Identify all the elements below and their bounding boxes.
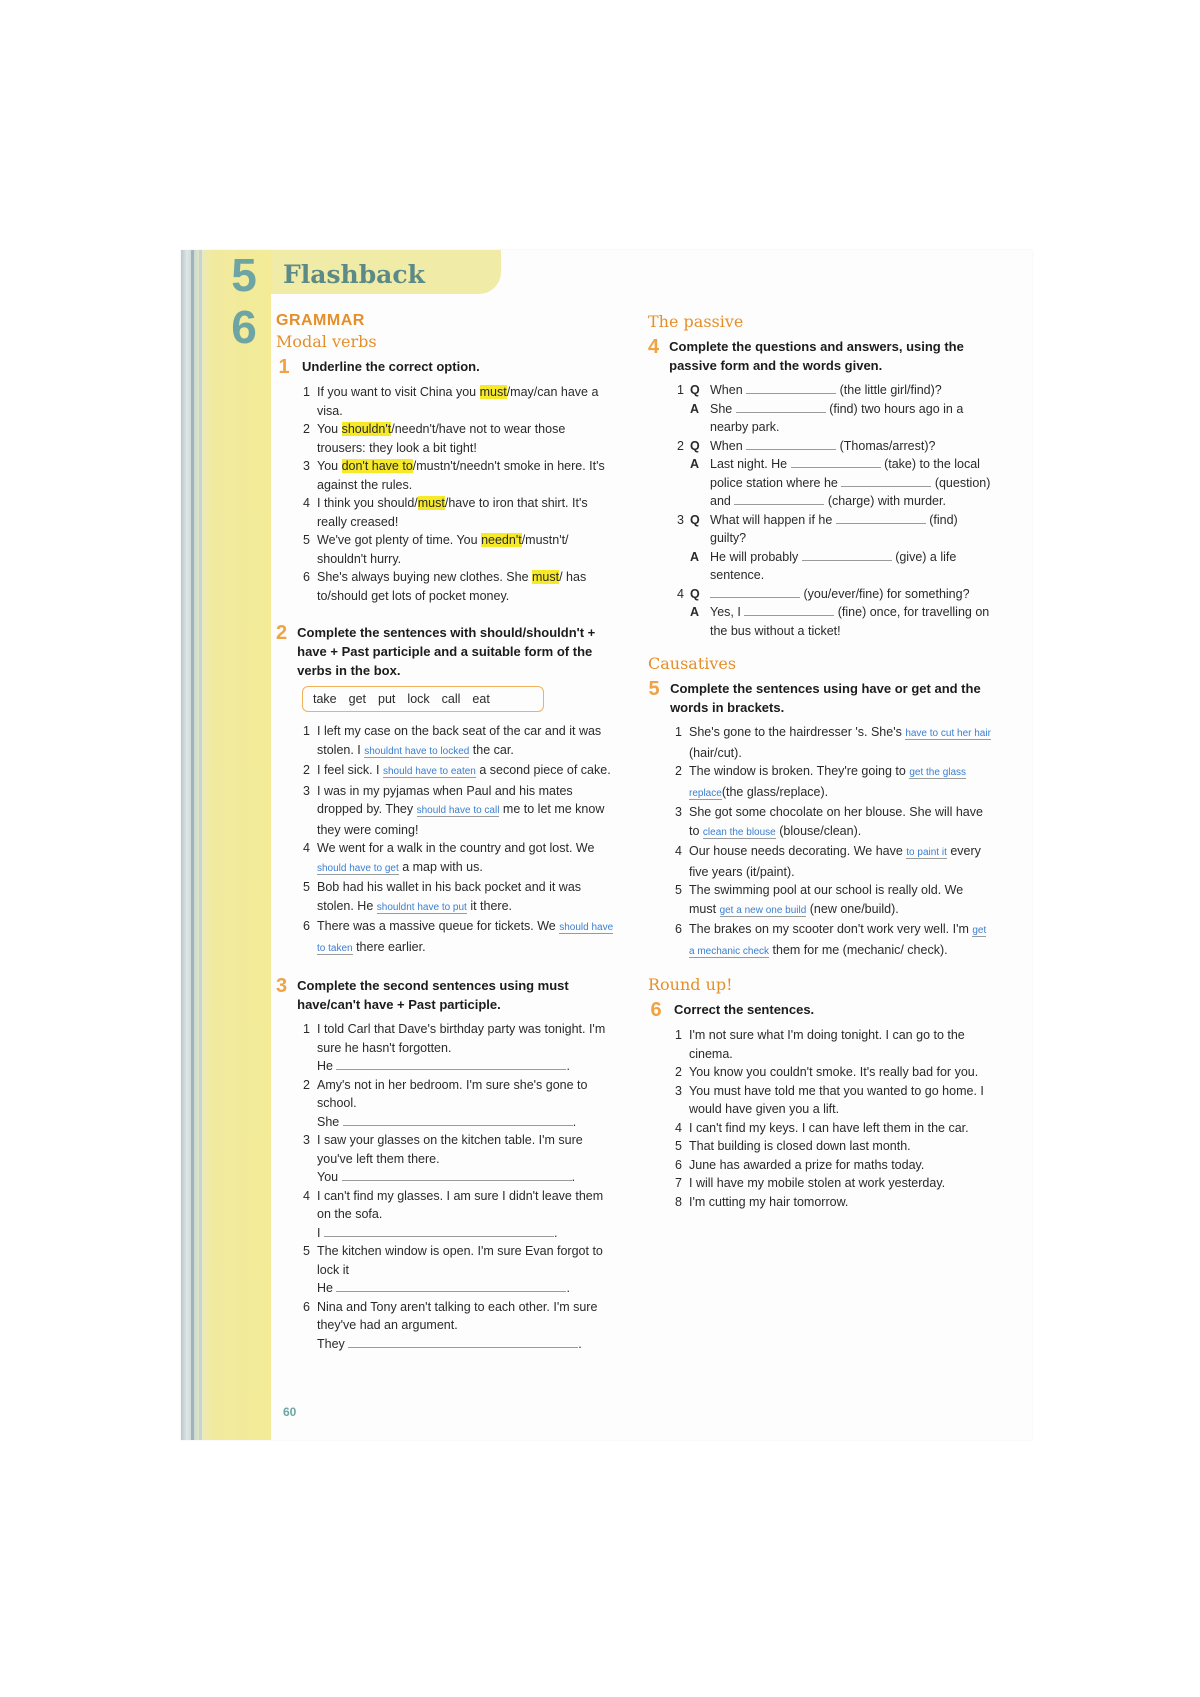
item-number: 4	[303, 496, 310, 510]
item-number: 2	[303, 763, 310, 777]
qa-letter: Q	[690, 586, 700, 601]
list-item	[674, 920, 993, 961]
answer-field[interactable]	[710, 585, 800, 598]
text-segment: every five years (it/paint).	[689, 844, 981, 879]
right-column	[648, 312, 993, 1211]
list-item	[302, 1298, 616, 1354]
exercise-1-items	[276, 383, 616, 605]
qa-letter: Q	[690, 438, 700, 453]
answer-field[interactable]	[746, 381, 836, 394]
item-text	[710, 400, 993, 437]
list-item	[302, 722, 616, 761]
list-item	[302, 839, 616, 878]
item-number	[674, 548, 684, 585]
word-box-item: take	[313, 692, 337, 706]
list-item	[302, 1242, 616, 1298]
spine-stripe	[199, 250, 202, 1440]
item-number: 6	[303, 1299, 310, 1314]
answer-start: I	[317, 1225, 321, 1240]
item-text	[710, 603, 993, 640]
text-segment: He will probably	[710, 549, 802, 564]
word-box-item: call	[441, 692, 461, 706]
item-text	[317, 457, 616, 494]
item-prompt: I saw your glasses on the kitchen table. I'm sure you've left them there.	[317, 1133, 583, 1166]
item-number: 2	[303, 1077, 310, 1092]
item-number: 2	[677, 438, 684, 453]
unit-number: 6	[231, 301, 257, 353]
item-text	[317, 878, 616, 917]
exercise-instruction: Complete the questions and answers, using the passive form and the words given.	[669, 339, 964, 373]
text-segment: /mustn't/needn't smoke in here. It's against the rules.	[317, 459, 605, 492]
qa-line	[674, 381, 993, 400]
page-title: Flashback	[283, 260, 425, 289]
text-segment: We've got plenty of time. You	[317, 533, 482, 547]
qa-line	[674, 455, 993, 511]
item-number: 5	[303, 533, 310, 547]
answer-field[interactable]	[342, 1168, 572, 1181]
text-segment: Our house needs decorating. We have	[689, 844, 907, 858]
text-segment: She	[710, 401, 736, 416]
item-text	[317, 1020, 616, 1076]
highlighted-answer[interactable]: must	[417, 496, 445, 510]
item-number: 2	[675, 764, 682, 778]
text-segment: (fine) once, for travelling on the bus without a ticket!	[710, 605, 990, 638]
answer-start: He	[317, 1281, 333, 1295]
exercise-4-title	[648, 337, 993, 375]
answer-field[interactable]: get a mechanic check	[689, 925, 987, 957]
text-segment: a map with us.	[398, 859, 483, 874]
item-text: I can't find my keys. I can have left them in the car.	[689, 1120, 969, 1135]
answer-start: She	[317, 1114, 340, 1129]
text-segment: me to let me know they were coming!	[317, 802, 605, 837]
answer-field[interactable]: shouldnt have to put	[376, 901, 467, 913]
highlighted-answer[interactable]: shouldn't	[341, 422, 392, 436]
page-number: 60	[283, 1405, 297, 1419]
text-segment: Bob had his wallet in his back pocket and it was stolen. He	[317, 880, 582, 913]
word-box-item: get	[348, 692, 367, 706]
text-segment: /may/can have a visa.	[317, 385, 599, 418]
text-segment: (find) guilty?	[710, 512, 958, 545]
answer-field[interactable]	[836, 511, 926, 524]
answer-start: He	[317, 1059, 333, 1073]
list-item	[674, 1174, 993, 1193]
item-prompt: The kitchen window is open. I'm sure Evan forgot to lock it	[317, 1244, 603, 1277]
item-prompt: Amy's not in her bedroom. I'm sure she's gone to school.	[317, 1077, 588, 1110]
exercise-number: 1	[278, 356, 290, 378]
qa-line	[674, 603, 993, 640]
text-segment: (give) a life sentence.	[710, 549, 957, 582]
list-item	[674, 803, 993, 842]
exercise-5-title	[648, 679, 993, 717]
text-segment: I think you should/	[317, 496, 418, 510]
item-text	[317, 839, 616, 878]
item-text	[317, 1242, 616, 1298]
text-segment: /have to iron that shirt. It's really creased!	[317, 496, 588, 529]
text-segment: there earlier.	[352, 939, 426, 954]
subsection-heading: Round up!	[648, 975, 733, 994]
qa-line	[674, 400, 993, 437]
item-text: You know you couldn't smoke. It's really bad for you.	[689, 1065, 979, 1079]
exercise-instruction: Complete the second sentences using must have/can't have + Past participle.	[297, 978, 569, 1012]
item-text	[689, 803, 993, 842]
text-segment: (the little girl/find)?	[836, 383, 942, 397]
item-number: 1	[303, 385, 310, 399]
text-segment: (find) two hours ago in a nearby park.	[710, 401, 964, 434]
qa-line	[674, 437, 993, 456]
item-text: You must have told me that you wanted to go home. I would have given you a lift.	[689, 1083, 984, 1116]
answer-start: They	[317, 1336, 345, 1351]
section-heading: GRAMMAR	[276, 312, 365, 329]
answer-field[interactable]	[734, 492, 824, 505]
text-segment: The window is broken. They're going to	[689, 764, 910, 778]
answer-field[interactable]: clean the blouse	[702, 826, 776, 838]
text-segment: (question) and	[710, 475, 991, 508]
item-number: 3	[303, 1133, 310, 1147]
text-segment: She's gone to the hairdresser 's. She's	[689, 725, 906, 739]
answer-field[interactable]: to paint it	[906, 847, 947, 858]
item-number: 2	[675, 1065, 682, 1079]
list-item	[302, 1076, 616, 1132]
text-segment: Last night. He	[710, 457, 791, 471]
text-segment: it there.	[466, 898, 513, 913]
item-number: 3	[675, 1083, 682, 1098]
subsection-heading: Causatives	[648, 654, 737, 673]
item-text	[317, 494, 616, 531]
text-segment: (blouse/clean).	[775, 823, 862, 838]
text-segment: (you/ever/fine) for something?	[800, 586, 970, 601]
list-item	[674, 881, 993, 920]
qa-letter: A	[690, 457, 700, 471]
item-text	[689, 723, 993, 762]
item-prompt: Nina and Tony aren't talking to each other. I'm sure they've had an argument.	[317, 1299, 598, 1332]
answer-start: You	[317, 1170, 339, 1184]
answer-line: He .	[317, 1059, 570, 1073]
text-segment: (take) to the local police station where he	[710, 457, 980, 490]
text-segment: I was in my pyjamas when Paul and his mates dropped by. They	[317, 783, 573, 816]
item-text	[317, 1298, 616, 1354]
answer-field[interactable]: should have to call	[416, 805, 500, 816]
workbook-page	[181, 250, 1032, 1440]
left-column	[276, 312, 616, 1353]
list-item	[302, 782, 616, 840]
exercise-6-items	[648, 1026, 993, 1211]
list-item	[302, 383, 616, 420]
list-item	[302, 568, 616, 605]
text-segment: You	[317, 422, 342, 436]
text-segment: Yes, I	[710, 605, 745, 619]
item-number: 3	[677, 512, 684, 527]
answer-field[interactable]	[746, 437, 836, 450]
item-number: 3	[303, 783, 310, 798]
list-item	[302, 761, 616, 782]
item-number: 7	[675, 1176, 682, 1190]
item-text	[710, 511, 993, 548]
exercise-number: 5	[648, 678, 660, 700]
qa-line	[674, 585, 993, 604]
list-item	[674, 1119, 993, 1138]
item-text	[317, 761, 616, 782]
item-text	[317, 1076, 616, 1132]
text-segment: She got some chocolate on her blouse. She will have to	[689, 805, 983, 838]
word-box-item: eat	[472, 692, 490, 706]
exercise-instruction: Correct the sentences.	[674, 1002, 815, 1017]
exercise-instruction: Complete the sentences with should/shouldn't + have + Past participle and a suitable form of the verbs in the box.	[297, 625, 596, 678]
qa-letter: Q	[690, 383, 700, 397]
item-prompt: I can't find my glasses. I am sure I didn't leave them on the sofa.	[317, 1188, 604, 1221]
item-text	[689, 881, 993, 920]
text-segment: (charge) with murder.	[824, 494, 946, 508]
answer-line: They .	[317, 1336, 582, 1351]
answer-field[interactable]: should have to eaten	[383, 766, 476, 777]
text-segment: The swimming pool at our school is really old. We must	[689, 883, 964, 916]
qa-letter: Q	[690, 512, 700, 527]
list-item	[674, 1082, 993, 1119]
item-number: 3	[303, 459, 310, 473]
item-number: 4	[303, 841, 310, 855]
text-segment: When	[710, 438, 747, 453]
answer-field[interactable]	[336, 1279, 566, 1292]
answer-line: He .	[317, 1281, 570, 1295]
item-number: 4	[675, 844, 682, 858]
page-spine	[181, 250, 271, 1440]
item-text	[689, 842, 993, 881]
text-segment: When	[710, 383, 747, 397]
exercise-instruction: Underline the correct option.	[302, 359, 480, 374]
text-segment: a second piece of cake.	[475, 763, 611, 777]
qa-letter: A	[690, 605, 700, 619]
list-item	[674, 1137, 993, 1156]
item-number	[674, 603, 684, 640]
list-item	[674, 1026, 993, 1063]
item-text	[689, 920, 993, 961]
word-box-item: put	[378, 692, 396, 706]
list-item	[302, 494, 616, 531]
answer-line: I .	[317, 1225, 558, 1240]
item-text	[689, 762, 993, 803]
text-segment: We went for a walk in the country and got lost. We	[317, 841, 595, 855]
highlighted-answer[interactable]: must	[479, 385, 507, 399]
item-text	[317, 531, 616, 568]
exercise-1-title	[276, 357, 616, 377]
qa-line	[674, 548, 993, 585]
item-number: 6	[675, 922, 682, 936]
answer-field[interactable]: should have to taken	[317, 922, 614, 954]
item-number: 6	[675, 1157, 682, 1172]
list-item	[302, 457, 616, 494]
qa-letter: A	[690, 549, 700, 564]
list-item	[302, 1020, 616, 1076]
exercise-2-items	[276, 722, 616, 958]
list-item	[302, 1187, 616, 1243]
text-segment: You	[317, 459, 342, 473]
exercise-3-items	[276, 1020, 616, 1353]
answer-field[interactable]: get a new one build	[719, 904, 807, 916]
answer-line: You .	[317, 1170, 576, 1184]
text-segment: I feel sick. I	[317, 763, 383, 777]
list-item	[302, 917, 616, 958]
list-item	[674, 842, 993, 881]
exercise-number: 3	[276, 975, 288, 997]
item-text	[317, 782, 616, 840]
item-number: 4	[675, 1120, 682, 1135]
item-number: 4	[303, 1188, 310, 1203]
item-text	[317, 383, 616, 420]
item-number: 2	[303, 422, 310, 436]
text-segment: /mustn't/ shouldn't hurry.	[317, 533, 569, 566]
text-segment: (hair/cut).	[689, 745, 742, 760]
answer-field[interactable]	[348, 1335, 578, 1348]
answer-field[interactable]	[324, 1224, 554, 1237]
answer-field[interactable]	[736, 400, 826, 413]
list-item	[674, 1193, 993, 1212]
answer-field[interactable]: should have to get	[317, 862, 399, 874]
item-number: 1	[303, 1022, 310, 1036]
item-number	[674, 400, 684, 437]
item-number	[674, 455, 684, 511]
text-segment: the car.	[469, 742, 514, 757]
item-text: I'm cutting my hair tomorrow.	[689, 1194, 849, 1209]
answer-field[interactable]	[343, 1113, 573, 1126]
exercise-number: 6	[650, 999, 662, 1021]
answer-field[interactable]	[841, 474, 931, 487]
exercise-3-title	[276, 976, 616, 1014]
unit-number: 5	[231, 249, 257, 301]
text-segment: What will happen if he	[710, 512, 836, 527]
item-number: 5	[675, 883, 682, 897]
list-item	[302, 531, 616, 568]
item-number: 6	[303, 919, 310, 933]
answer-field[interactable]	[744, 603, 834, 616]
exercise-number: 2	[276, 622, 288, 644]
item-text: June has awarded a prize for maths today.	[689, 1157, 925, 1172]
subsection-heading: The passive	[648, 312, 744, 331]
spine-stripe	[191, 250, 194, 1440]
item-prompt: I told Carl that Dave's birthday party was tonight. I'm sure he hasn't forgotten.	[317, 1022, 606, 1055]
item-number: 6	[303, 570, 310, 584]
text-segment: them for me (mechanic/ check).	[769, 942, 948, 957]
item-number: 5	[675, 1139, 682, 1153]
answer-field[interactable]	[336, 1057, 566, 1070]
item-number: 1	[677, 383, 684, 397]
item-number: 3	[675, 805, 682, 819]
subsection-heading: Modal verbs	[276, 332, 377, 351]
item-text	[710, 585, 993, 604]
answer-line: She .	[317, 1114, 577, 1129]
item-text: I will have my mobile stolen at work yesterday.	[689, 1176, 946, 1190]
text-segment: If you want to visit China you	[317, 385, 480, 399]
qa-letter: A	[690, 401, 700, 416]
item-number: 5	[303, 880, 310, 894]
list-item	[674, 1063, 993, 1082]
text-segment: She's always buying new clothes. She	[317, 570, 533, 584]
text-segment: / has to/should get lots of pocket money.	[317, 570, 587, 603]
word-box-item: lock	[407, 692, 430, 706]
answer-field[interactable]: get the glass replace	[689, 767, 967, 799]
answer-field[interactable]	[802, 548, 892, 561]
item-number: 8	[675, 1194, 682, 1209]
item-text	[317, 917, 616, 958]
word-box	[302, 686, 544, 712]
item-number: 1	[675, 725, 682, 739]
text-segment: (Thomas/arrest)?	[836, 438, 936, 453]
qa-line	[674, 511, 993, 548]
item-number: 1	[675, 1028, 682, 1042]
item-number: 1	[303, 724, 310, 738]
highlighted-answer[interactable]: don't have to	[341, 459, 413, 473]
item-text	[317, 1131, 616, 1187]
item-text	[317, 568, 616, 605]
highlighted-answer[interactable]: needn't	[481, 533, 522, 547]
exercise-5-items	[648, 723, 993, 961]
highlighted-answer[interactable]: must	[532, 570, 560, 584]
exercise-number: 4	[648, 336, 660, 358]
item-number: 5	[303, 1244, 310, 1258]
item-text	[317, 722, 616, 761]
item-text	[710, 548, 993, 585]
text-segment: (new one/build).	[806, 901, 899, 916]
item-text	[710, 381, 993, 400]
exercise-2-title	[276, 623, 616, 680]
item-text	[317, 1187, 616, 1243]
exercise-6-title	[648, 1000, 993, 1020]
list-item	[674, 762, 993, 803]
list-item	[674, 1156, 993, 1175]
item-text	[317, 420, 616, 457]
item-number: 4	[677, 586, 684, 601]
item-text: I'm not sure what I'm doing tonight. I can go to the cinema.	[689, 1028, 965, 1061]
list-item	[302, 1131, 616, 1187]
item-text	[710, 437, 993, 456]
text-segment: /needn't/have not to wear those trousers: they look a bit tight!	[317, 422, 566, 455]
text-segment: The brakes on my scooter don't work very well. I'm	[689, 922, 973, 936]
list-item	[302, 878, 616, 917]
exercise-instruction: Complete the sentences using have or get and the words in brackets.	[670, 681, 981, 715]
item-text	[710, 455, 993, 511]
list-item	[302, 420, 616, 457]
text-segment: (the glass/replace).	[721, 784, 829, 799]
item-text: That building is closed down last month.	[689, 1139, 911, 1153]
text-segment: I left my case on the back seat of the car and it was stolen. I	[317, 724, 602, 757]
answer-field[interactable]: shouldnt have to locked	[364, 745, 470, 757]
answer-field[interactable]	[791, 455, 881, 468]
exercise-4-items	[648, 381, 993, 640]
text-segment: There was a massive queue for tickets. We	[317, 919, 560, 933]
list-item	[674, 723, 993, 762]
answer-field[interactable]: have to cut her hair	[905, 728, 991, 739]
